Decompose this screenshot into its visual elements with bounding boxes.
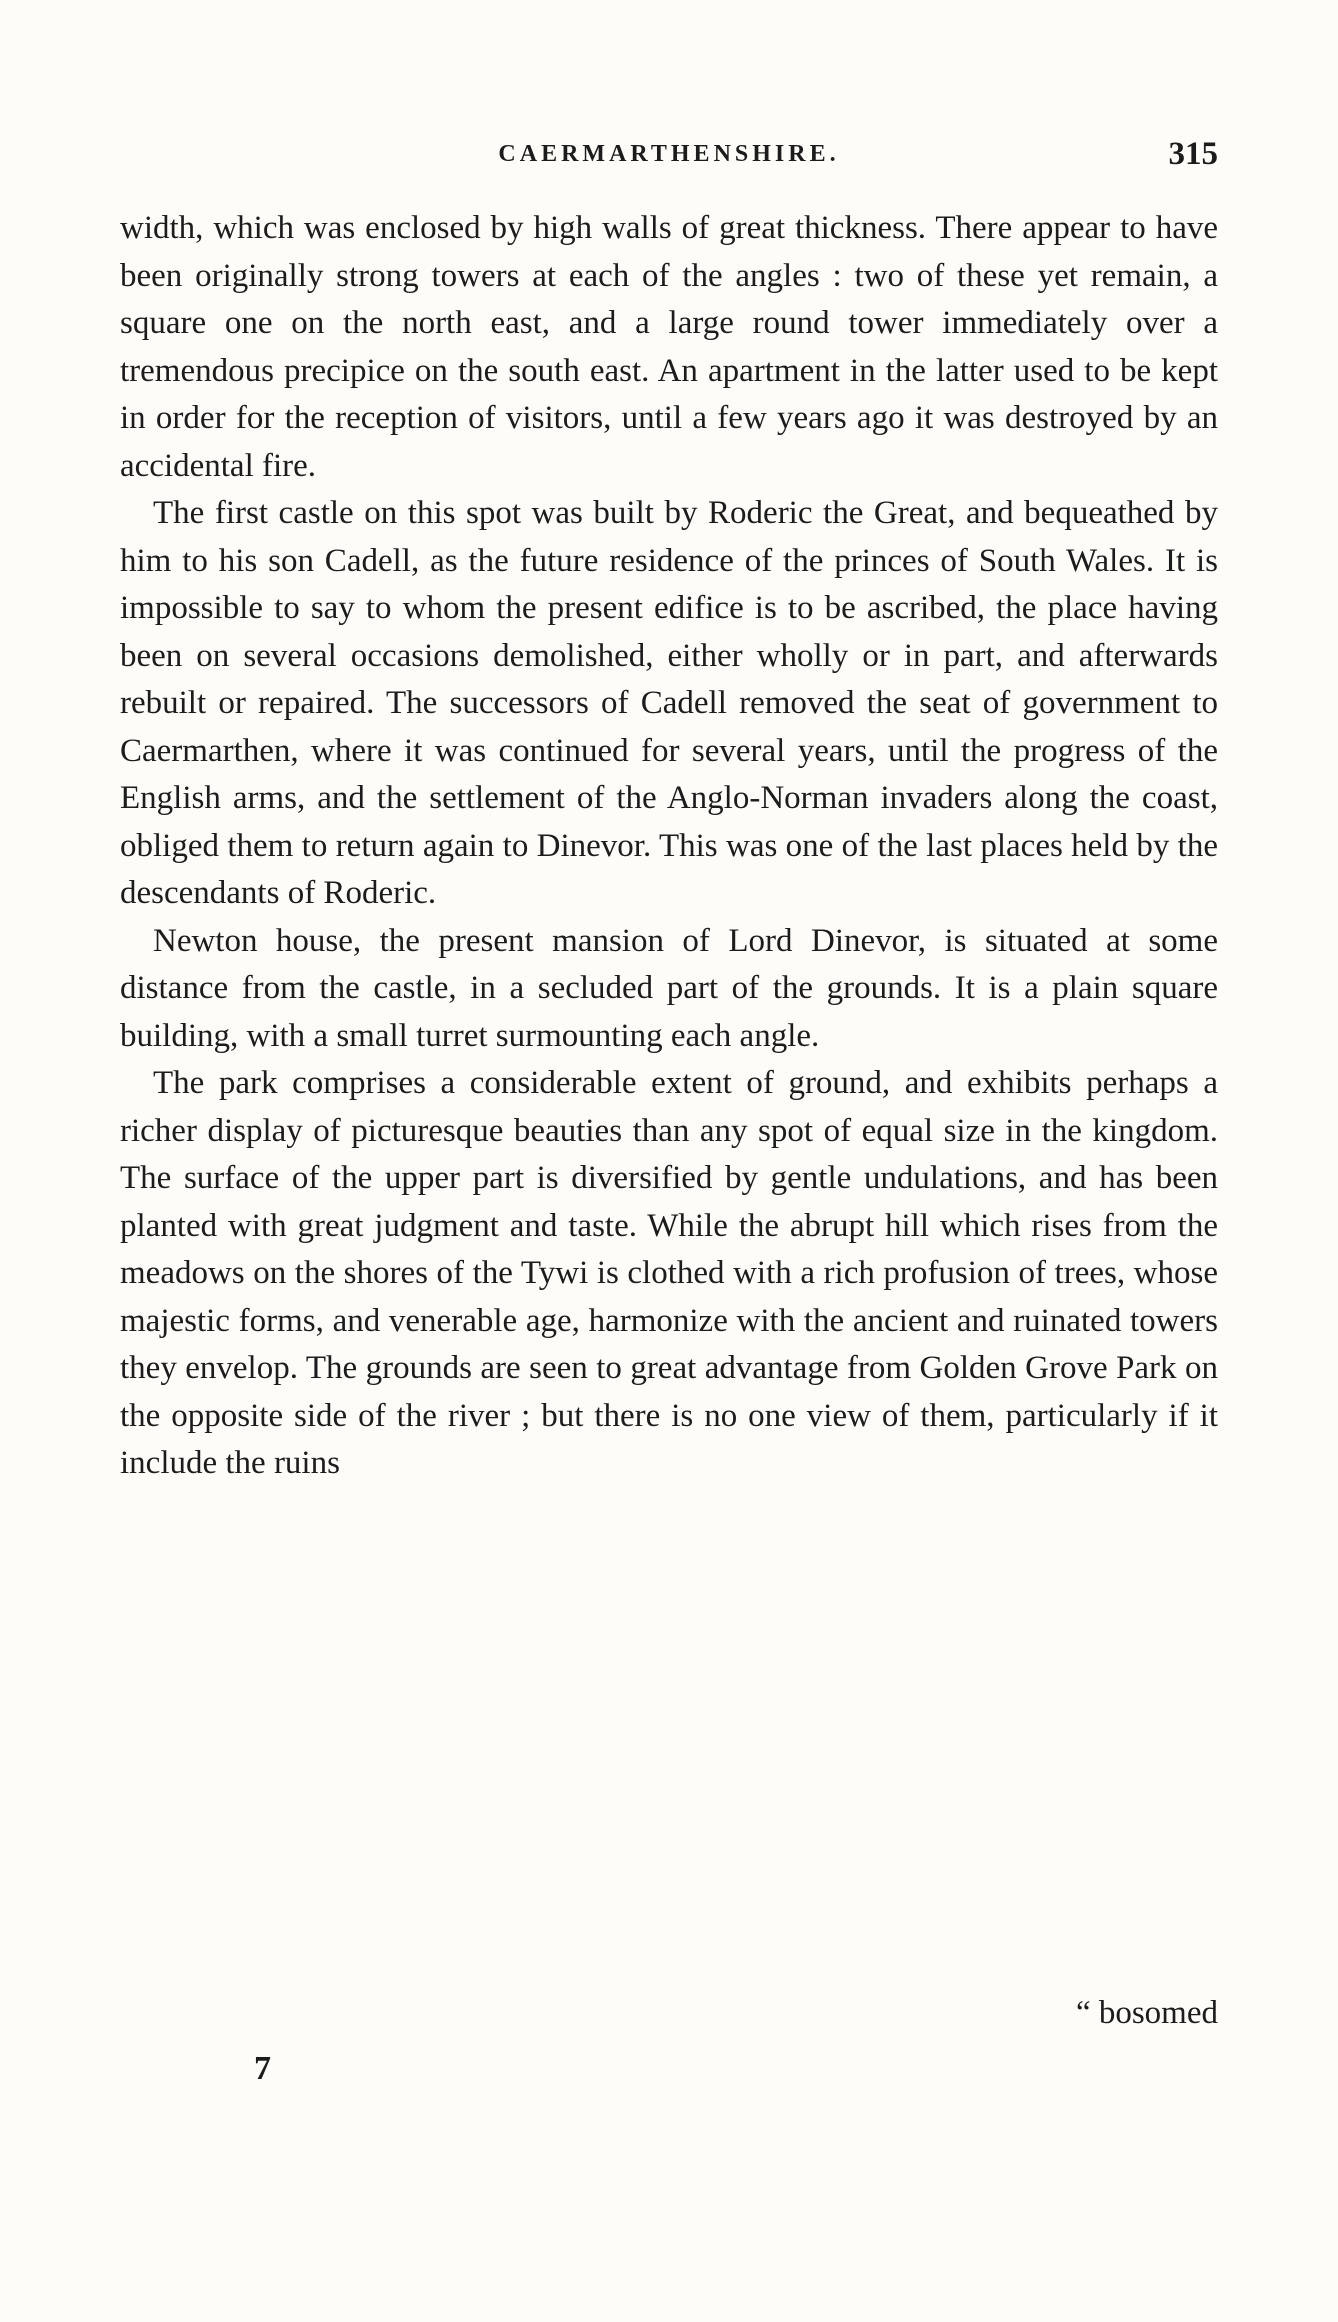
paragraph-continued: width, which was enclosed by high walls of great thickness. There appear to have been originally strong towers at each of the angles : two of these yet remain, a square one on the north east, and a large round tower immediately over a tremendous precipice on the south east. An apartment in the latter used to be kept in order for the reception of visitors, until a few years ago it was destroyed by an accidental fire. <box>120 210 1218 484</box>
running-title: CAERMARTHENSHIRE. <box>498 141 840 167</box>
catchword: “ bosomed <box>1075 1995 1218 2031</box>
paragraph-castle-history: The first castle on this spot was built by Roderic the Great, and bequeathed by him to his son Cadell, as the future residence of the princes of South Wales. It is impossible to say to whom the present edifice is to be ascribed, the place having been on several occasions demolished, either wholly or in part, and afterwards rebuilt or repaired. The successors of Cadell removed the seat of government to Caermarthen, where it was continued for several years, until the progress of the English arms, and the settlement of the Anglo-Norman invaders along the coast, obliged them to return again to Dinevor. This was one of the last places held by the descendants of Roderic. <box>120 495 1218 911</box>
paragraph-newton-house: Newton house, the present mansion of Lord Dinevor, is situated at some distance from the castle, in a secluded part of the grounds. It is a plain square building, with a small turret surmounting each angle. <box>120 922 1218 1054</box>
signature-mark: 7 <box>254 2050 271 2087</box>
paragraph-park: The park comprises a considerable extent of ground, and exhibits perhaps a richer display of picturesque beauties than any spot of equal size in the kingdom. The surface of the upper part is diversified by gentle undulations, and has been planted with great judgment and taste. While the abrupt hill which rises from the meadows on the shores of the Tywi is clothed with a rich profusion of trees, whose majestic forms, and venerable age, harmonize with the ancient and ruinated towers they envelop. The grounds are seen to great advantage from Golden Grove Park on the opposite side of the river ; but there is no one view of them, particularly if it include the ruins <box>120 1065 1218 1481</box>
page-number: 315 <box>1168 136 1218 172</box>
running-head <box>120 134 1218 174</box>
body-text <box>120 205 1218 1488</box>
